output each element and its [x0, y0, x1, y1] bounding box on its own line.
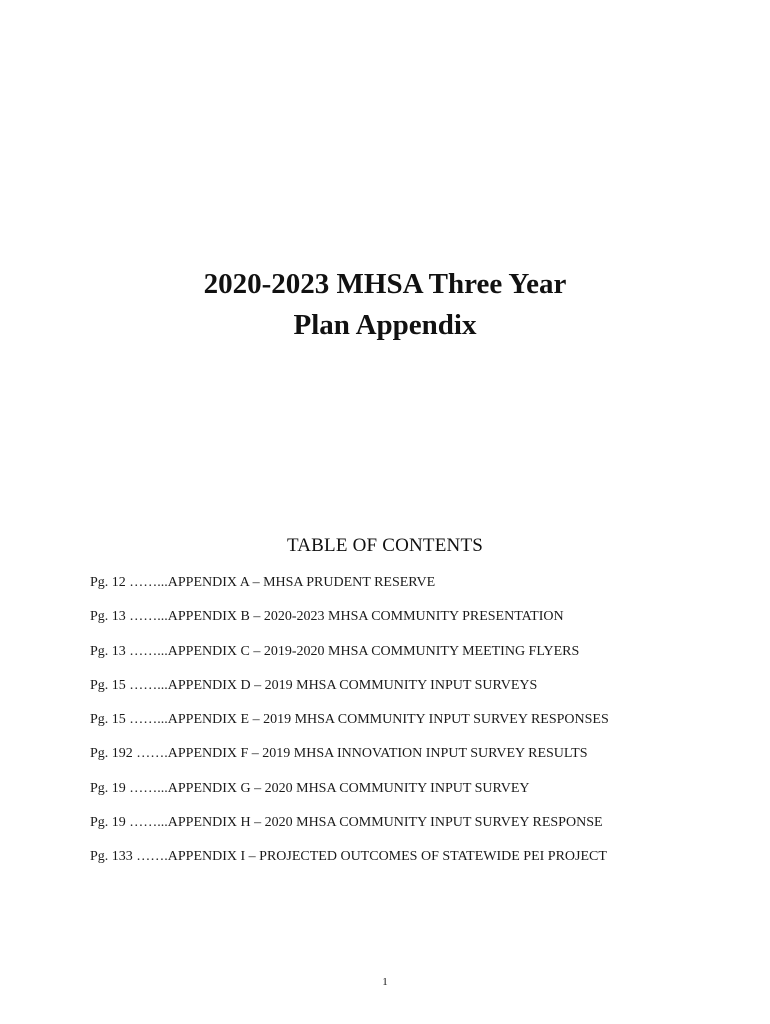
toc-heading: TABLE OF CONTENTS	[286, 535, 484, 556]
toc-entry-appendix-d: Pg. 15 ……...APPENDIX D – 2019 MHSA COMMUNITY INPUT SURVEYS	[90, 677, 538, 693]
toc-entry-appendix-b: Pg. 13 ……...APPENDIX B – 2020-2023 MHSA COMMUNITY PRESENTATION	[90, 609, 564, 625]
toc-entry-appendix-h: Pg. 19 ……...APPENDIX H – 2020 MHSA COMMUNITY INPUT SURVEY RESPONSE	[90, 815, 603, 831]
toc-entry-appendix-f: Pg. 192 …….APPENDIX F – 2019 MHSA INNOVATION INPUT SURVEY RESULTS	[90, 746, 588, 762]
page-number: 1	[382, 976, 388, 988]
document-title-line-1: 2020-2023 MHSA Three Year	[203, 268, 567, 300]
toc-entry-appendix-e: Pg. 15 ……...APPENDIX E – 2019 MHSA COMMUNITY INPUT SURVEY RESPONSES	[90, 712, 609, 728]
toc-entry-appendix-c: Pg. 13 ……...APPENDIX C – 2019-2020 MHSA COMMUNITY MEETING FLYERS	[90, 643, 580, 659]
toc-entry-appendix-a: Pg. 12 ……...APPENDIX A – MHSA PRUDENT RESERVE	[90, 575, 436, 590]
toc-entry-appendix-i: Pg. 133 …….APPENDIX I – PROJECTED OUTCOMES OF STATEWIDE PEI PROJECT	[90, 849, 607, 865]
document-title-line-2: Plan Appendix	[293, 309, 477, 341]
toc-list	[90, 574, 750, 883]
toc-entry-appendix-g: Pg. 19 ……...APPENDIX G – 2020 MHSA COMMUNITY INPUT SURVEY	[90, 780, 530, 796]
document-title	[0, 264, 770, 346]
